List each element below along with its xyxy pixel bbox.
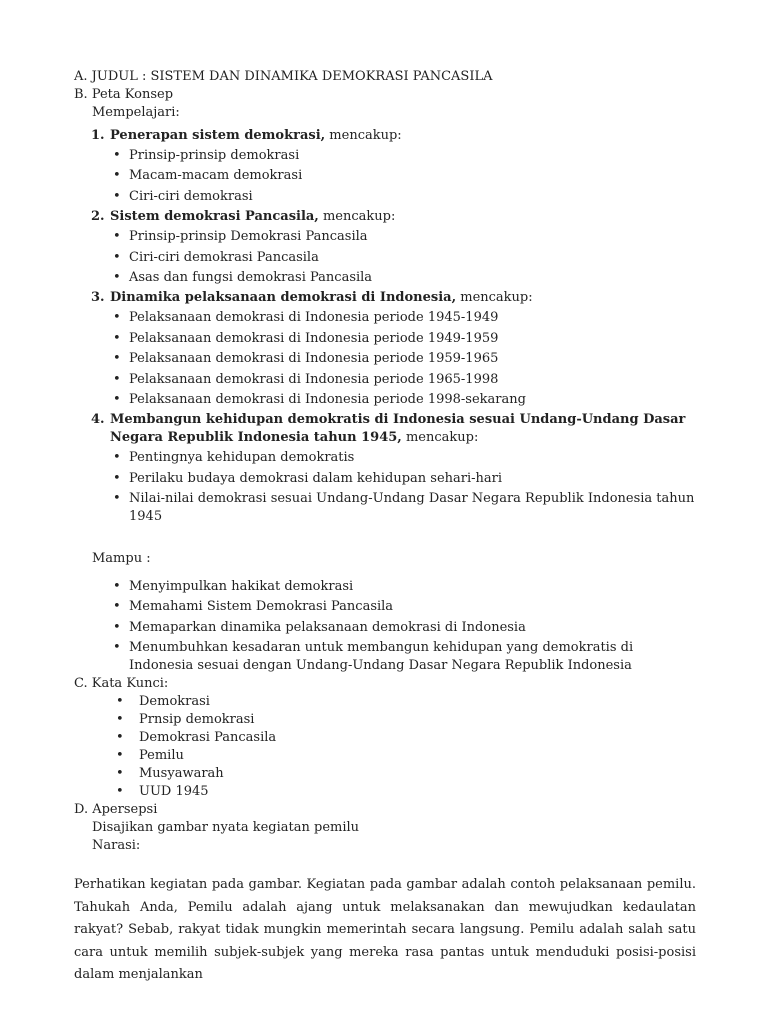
concept-item-4 bbox=[74, 411, 698, 447]
list-item: • Asas dan fungsi demokrasi Pancasila bbox=[113, 269, 373, 285]
list-item: • Prinsip-prinsip Demokrasi Pancasila bbox=[113, 229, 368, 245]
bullet-icon: • bbox=[113, 491, 121, 507]
bullet-icon: • bbox=[113, 168, 121, 184]
list-item: • Ciri-ciri demokrasi bbox=[113, 188, 253, 204]
concept-item-3 bbox=[74, 289, 698, 307]
section-c-title: C. Kata Kunci: bbox=[74, 676, 169, 692]
list-item: • Musyawarah bbox=[116, 766, 224, 782]
list-item: • Memahami Sistem Demokrasi Pancasila bbox=[113, 599, 394, 615]
bullet-icon: • bbox=[113, 188, 121, 204]
bullet-list-2 bbox=[74, 228, 698, 287]
bullet-icon: • bbox=[113, 330, 121, 346]
list-item: • Prnsip demokrasi bbox=[116, 712, 255, 728]
bullet-icon: • bbox=[113, 148, 121, 163]
list-item: • Memaparkan dinamika pelaksanaan demokrasi di Indonesia bbox=[113, 619, 526, 635]
bullet-icon: • bbox=[113, 269, 121, 285]
list-item: • Demokrasi Pancasila bbox=[116, 730, 277, 746]
bullet-icon: • bbox=[113, 310, 121, 326]
bullet-icon: • bbox=[116, 694, 124, 710]
section-a-title: A. JUDUL : SISTEM DAN DINAMIKA DEMOKRASI PANCASILA bbox=[74, 69, 493, 84]
concept-map-list bbox=[74, 127, 698, 526]
item-number: 2. bbox=[91, 209, 105, 225]
bullet-icon: • bbox=[116, 784, 124, 800]
list-item: • Pelaksanaan demokrasi di Indonesia periode 1959-1965 bbox=[113, 351, 499, 367]
bullet-icon: • bbox=[113, 249, 121, 265]
keyword-list bbox=[74, 693, 698, 801]
list-item: • Pemilu bbox=[116, 748, 184, 764]
item-heading: Sistem demokrasi Pancasila, bbox=[110, 209, 319, 225]
list-item: • Menumbuhkan kesadaran untuk membangun kehidupan yang demokratis di Indonesia sesuai dengan Undang-Undang Dasar Negara Republik Indonesia bbox=[113, 640, 634, 674]
bullet-icon: • bbox=[113, 391, 121, 407]
bullet-icon: • bbox=[116, 748, 124, 764]
list-item: • Macam-macam demokrasi bbox=[113, 168, 303, 184]
apersepsi-line-1: Disajikan gambar nyata kegiatan pemilu bbox=[92, 820, 360, 836]
bullet-icon: • bbox=[113, 351, 121, 367]
list-item: • Perilaku budaya demokrasi dalam kehidupan sehari-hari bbox=[113, 470, 503, 486]
item-number: 4. bbox=[91, 412, 105, 428]
bullet-icon: • bbox=[116, 730, 124, 746]
document-page bbox=[74, 68, 698, 855]
concept-item-1 bbox=[74, 127, 698, 145]
section-d-title: D. Apersepsi bbox=[74, 802, 158, 818]
item-heading-suffix: mencakup: bbox=[401, 430, 479, 446]
list-item: • UUD 1945 bbox=[116, 784, 209, 800]
narasi-paragraph: Perhatikan kegiatan pada gambar. Kegiatan pada gambar adalah contoh pelaksanaan pemilu. Tahukah Anda, Pemilu adalah ajang untuk melaksanakan dan mewujudkan kedaulatan rakyat? Sebab, rakyat tidak mungkin memerintah secara langsung. Pemilu adalah salah satu cara untuk memilih subjek-subjek yang mereka rasa pantas untuk menduduki posisi-posisi dalam menjalankan bbox=[74, 877, 696, 982]
bullet-icon: • bbox=[116, 766, 124, 782]
item-number: 1. bbox=[91, 128, 105, 143]
mempelajari-label: Mempelajari: bbox=[92, 105, 180, 120]
bullet-list-1 bbox=[74, 147, 698, 206]
list-item: • Pentingnya kehidupan demokratis bbox=[113, 450, 355, 466]
bullet-icon: • bbox=[116, 712, 124, 728]
concept-item-2 bbox=[74, 208, 698, 226]
section-b-title: B. Peta Konsep bbox=[74, 87, 174, 102]
item-heading-suffix: mencakup: bbox=[318, 209, 396, 225]
list-item: • Nilai-nilai demokrasi sesuai Undang-Undang Dasar Negara Republik Indonesia tahun 1945 bbox=[113, 491, 695, 525]
list-item: • Pelaksanaan demokrasi di Indonesia periode 1945-1949 bbox=[113, 310, 499, 326]
bullet-icon: • bbox=[113, 229, 121, 245]
bullet-list-3 bbox=[74, 309, 698, 409]
item-heading: Membangun kehidupan demokratis di Indonesia sesuai Undang-Undang Dasar Negara Republik Indonesia tahun 1945, bbox=[110, 412, 686, 446]
item-heading: Dinamika pelaksanaan demokrasi di Indonesia, bbox=[110, 290, 457, 306]
item-heading: Penerapan sistem demokrasi, bbox=[110, 128, 326, 143]
bullet-icon: • bbox=[113, 579, 121, 595]
item-heading-suffix: mencakup: bbox=[325, 128, 402, 143]
bullet-list-4 bbox=[74, 449, 698, 526]
list-item: • Pelaksanaan demokrasi di Indonesia periode 1949-1959 bbox=[113, 330, 499, 346]
narasi-label: Narasi: bbox=[92, 838, 141, 854]
mampu-label: Mampu : bbox=[92, 551, 151, 567]
bullet-icon: • bbox=[113, 599, 121, 615]
list-item: • Pelaksanaan demokrasi di Indonesia periode 1965-1998 bbox=[113, 371, 499, 387]
mampu-list bbox=[74, 578, 698, 675]
bullet-icon: • bbox=[113, 640, 121, 656]
list-item: • Ciri-ciri demokrasi Pancasila bbox=[113, 249, 319, 265]
list-item: • Prinsip-prinsip demokrasi bbox=[113, 148, 300, 163]
bullet-icon: • bbox=[113, 371, 121, 387]
item-heading-suffix: mencakup: bbox=[456, 290, 533, 306]
list-item: • Menyimpulkan hakikat demokrasi bbox=[113, 579, 354, 595]
bullet-icon: • bbox=[113, 619, 121, 635]
list-item: • Pelaksanaan demokrasi di Indonesia periode 1998-sekarang bbox=[113, 391, 526, 407]
bullet-icon: • bbox=[113, 470, 121, 486]
list-item: • Demokrasi bbox=[116, 694, 210, 710]
item-number: 3. bbox=[91, 290, 105, 306]
bullet-icon: • bbox=[113, 450, 121, 466]
